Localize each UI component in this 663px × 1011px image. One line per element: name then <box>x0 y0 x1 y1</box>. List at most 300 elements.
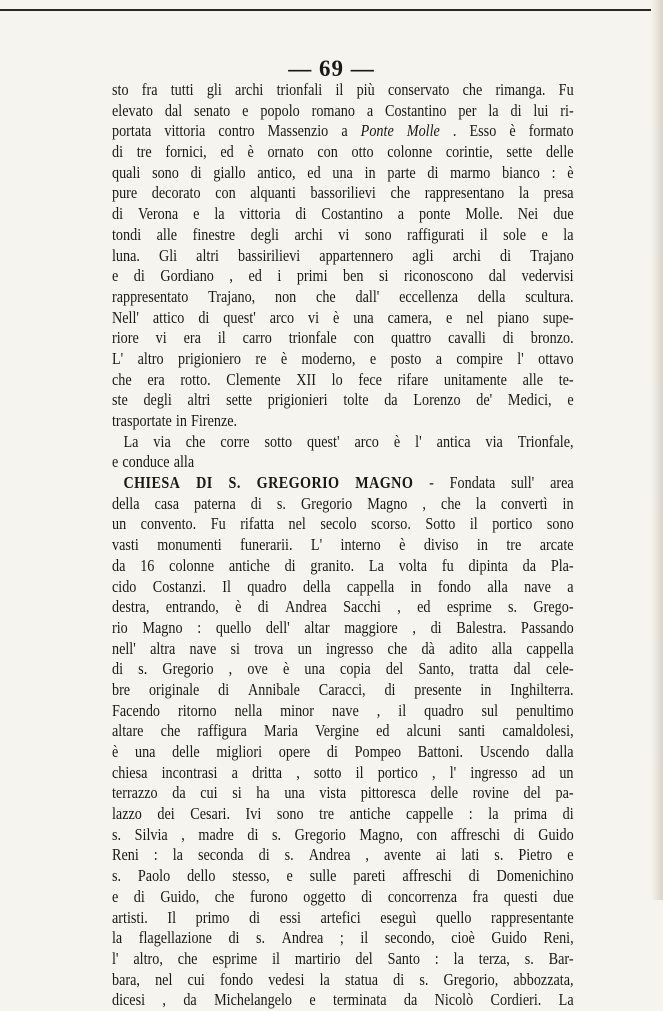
word: che <box>462 80 483 99</box>
word: Esso <box>469 121 497 141</box>
word: Trajano <box>530 245 574 265</box>
word: decorato <box>151 183 201 203</box>
word: dà <box>421 638 435 658</box>
word: la <box>112 928 123 948</box>
word: una <box>134 742 156 761</box>
word: ai <box>435 845 447 865</box>
word: Cesari. <box>190 804 231 824</box>
word: nave <box>331 700 359 720</box>
word: a <box>397 204 405 224</box>
word: Sotto <box>425 514 456 534</box>
word: interno <box>340 535 381 555</box>
text-line <box>112 432 574 453</box>
word: per <box>458 100 477 120</box>
word: sono <box>276 804 304 824</box>
word: Firenze. <box>191 411 238 430</box>
text-line <box>112 639 574 660</box>
word: ed <box>417 597 431 617</box>
word: è <box>509 121 516 141</box>
word: , <box>365 845 369 865</box>
word: Silvia <box>134 824 168 844</box>
word: : <box>551 162 556 182</box>
word: la <box>488 804 499 824</box>
word: archi <box>294 224 323 244</box>
word: statua <box>344 969 379 989</box>
word: bara, <box>112 969 140 989</box>
word: bassorilievi <box>310 183 376 203</box>
word: convento. <box>140 514 197 534</box>
word: archi <box>452 245 481 265</box>
word: Pietro <box>518 845 553 865</box>
word: volta <box>398 555 428 575</box>
word: di <box>112 204 124 224</box>
text-line <box>112 121 574 142</box>
word: Fondata <box>449 473 496 493</box>
word: lazzo <box>112 804 142 824</box>
word: , <box>296 762 300 782</box>
word: te- <box>558 369 574 389</box>
word: che <box>112 369 132 389</box>
word: Maria <box>264 721 298 741</box>
word: cavalli <box>448 328 486 348</box>
word: altri <box>187 390 211 410</box>
word: vi <box>338 224 350 244</box>
word: Fu <box>210 514 226 534</box>
word: è <box>280 348 288 368</box>
word: avente <box>383 845 421 865</box>
word: granito. <box>310 555 355 575</box>
word: abbozzata, <box>513 969 574 989</box>
word: incontrasi <box>161 762 218 782</box>
word: : <box>197 617 202 637</box>
word: di <box>562 804 574 824</box>
word: rio <box>112 617 128 637</box>
word: e <box>369 348 377 368</box>
word: dei <box>157 804 175 824</box>
word: sette <box>506 142 533 162</box>
text-line <box>112 411 574 432</box>
word: esprime <box>446 597 492 617</box>
word: portata <box>112 121 152 141</box>
word: Pla- <box>550 555 574 575</box>
word: s. <box>138 659 148 679</box>
word: Medici, <box>507 390 552 410</box>
word: finestre <box>192 224 236 244</box>
word: adito <box>449 638 478 658</box>
word: originale <box>148 679 200 699</box>
word: corre <box>220 431 250 451</box>
word: di <box>112 659 124 679</box>
word: presa <box>543 183 574 203</box>
word: eseguì <box>380 907 417 927</box>
text-line <box>112 804 574 825</box>
word: nell' <box>112 638 136 658</box>
word: Gregorio <box>162 659 214 679</box>
word: flagellazione <box>138 928 212 948</box>
word: elevato <box>112 100 153 120</box>
text-line <box>112 721 574 742</box>
word: di <box>430 617 442 637</box>
word: fra <box>141 80 158 99</box>
word: s. <box>284 845 294 865</box>
word: cioè <box>451 928 475 948</box>
word: stesso, <box>232 866 270 886</box>
word: , <box>228 659 233 679</box>
word: vedervisi <box>521 266 574 286</box>
word: che <box>214 886 235 906</box>
word: sotto <box>313 762 342 782</box>
word: bassirilievi <box>238 245 301 265</box>
word: Nei <box>517 204 539 224</box>
word: s. <box>272 824 282 844</box>
word: via <box>153 431 171 451</box>
word: da <box>183 990 197 1010</box>
word: è <box>333 307 340 327</box>
word: antica <box>436 431 471 451</box>
word: ri- <box>560 100 574 120</box>
word: trionfale <box>288 328 337 348</box>
word: Uscendo <box>479 742 530 761</box>
word: arcate <box>539 535 574 555</box>
word: la <box>214 204 225 224</box>
body-text <box>112 80 574 1011</box>
word: tondi <box>112 224 142 244</box>
word: riconoscono <box>403 266 474 286</box>
word: , <box>376 700 381 720</box>
word: una <box>332 162 353 182</box>
word: di <box>218 679 230 699</box>
word: Caracci, <box>318 679 366 699</box>
word: Gregorio <box>301 493 353 513</box>
word: altro <box>137 348 164 368</box>
word: un <box>112 514 127 534</box>
word: con <box>215 183 236 203</box>
word: secondo, <box>384 928 435 948</box>
word: unitamente <box>443 369 507 389</box>
word: antiche <box>228 555 270 575</box>
text-line <box>112 494 574 515</box>
word: la <box>563 224 574 244</box>
word: trova <box>254 638 284 658</box>
word: CHIESA <box>123 473 181 493</box>
word: concorrenza <box>387 886 458 906</box>
word: riore <box>112 328 139 348</box>
word: l' <box>449 762 457 782</box>
word: la <box>518 183 530 203</box>
word: quest' <box>223 307 256 327</box>
word: l' <box>517 348 524 368</box>
word: delle <box>430 783 459 803</box>
word: Reni <box>112 845 139 865</box>
word: Gordiano <box>160 266 214 286</box>
word: e <box>567 390 574 410</box>
word: il <box>272 948 280 968</box>
word: sette <box>226 390 253 410</box>
word: alquanti <box>250 183 296 203</box>
word: di <box>468 866 480 886</box>
word: Molle. <box>465 204 503 224</box>
word: cui <box>200 783 218 803</box>
text-line <box>112 225 574 246</box>
word: La <box>558 990 574 1010</box>
word: Sacchi <box>343 597 381 617</box>
word: archi <box>235 80 264 99</box>
word: Andrea <box>281 928 324 948</box>
word: il <box>479 224 488 244</box>
word: colonne <box>387 142 433 162</box>
word: fra <box>472 886 489 906</box>
word: opere <box>278 742 311 761</box>
text-line <box>112 328 574 349</box>
word: di <box>247 824 259 844</box>
word: luna. <box>112 245 140 265</box>
word: in <box>562 493 574 513</box>
word: conservato <box>387 80 450 99</box>
word: in <box>410 576 422 596</box>
word: di <box>133 266 145 286</box>
word: quello <box>436 907 472 927</box>
text-line <box>112 783 574 804</box>
word: Balestra. <box>456 617 507 637</box>
word: sulle <box>309 866 337 886</box>
word: delle <box>172 742 200 761</box>
word: vittoria <box>239 204 281 224</box>
word: giallo <box>213 162 246 182</box>
text-line <box>112 308 574 329</box>
word: ; <box>339 928 344 948</box>
word: della <box>112 493 140 513</box>
word: Reni, <box>543 928 574 948</box>
word: 16 <box>140 555 155 575</box>
word: s. <box>524 948 534 968</box>
word: di <box>500 245 512 265</box>
word: gli <box>206 80 222 99</box>
word: cappella <box>526 638 574 658</box>
word: Battoni. <box>417 742 464 761</box>
word: tre <box>136 142 152 162</box>
word: e <box>242 100 249 120</box>
word: formato <box>528 121 574 141</box>
word: vittoria <box>164 121 206 141</box>
text-line <box>112 266 574 287</box>
word: XII <box>296 369 316 389</box>
word: Costantino <box>385 100 447 120</box>
word: un <box>297 638 312 658</box>
word: Santo <box>387 948 420 968</box>
word: e <box>112 266 119 286</box>
text-line <box>112 618 574 639</box>
word: di <box>510 100 522 120</box>
word: piano <box>497 307 530 327</box>
word: più <box>356 80 375 99</box>
word: : <box>153 845 158 865</box>
word: Ivi <box>245 804 262 824</box>
word: ben <box>343 266 364 286</box>
word: nave <box>524 576 551 596</box>
word: tre <box>319 804 335 824</box>
word: Michelangelo <box>214 990 292 1010</box>
word: due <box>553 204 574 224</box>
word: Guido, <box>160 886 200 906</box>
word: di <box>198 307 210 327</box>
word: una <box>353 307 374 327</box>
word: , <box>397 597 401 617</box>
word: Andrea <box>285 597 327 617</box>
word: secolo <box>320 514 357 534</box>
word: il <box>469 514 478 534</box>
word: ponte <box>418 204 451 224</box>
word: quello <box>215 617 252 637</box>
text-line <box>112 204 574 225</box>
word: e <box>446 307 453 327</box>
word: ed <box>220 142 234 162</box>
word: otto <box>351 142 374 162</box>
word: marmo <box>450 162 491 182</box>
word: di <box>190 162 202 182</box>
page-number: — 69 — <box>288 56 375 81</box>
word: della <box>303 576 331 596</box>
word: entrando, <box>165 597 219 617</box>
word: che <box>390 183 411 203</box>
text-line <box>112 556 574 577</box>
word: si <box>232 783 242 803</box>
word: con <box>353 328 375 348</box>
word: nel <box>466 307 484 327</box>
word: dal <box>513 659 531 679</box>
word: alle <box>522 369 544 389</box>
word: si <box>379 266 389 286</box>
text-line <box>112 742 574 763</box>
word: bianco <box>502 162 540 182</box>
word: Andrea <box>308 845 351 865</box>
word: Massenzio <box>267 121 329 141</box>
word: essi <box>279 907 301 927</box>
word: de' <box>476 390 493 410</box>
word: pareti <box>353 866 386 886</box>
text-line <box>112 246 574 267</box>
word: da <box>112 555 126 575</box>
word: Magno, <box>359 824 404 844</box>
word: era <box>183 328 201 348</box>
word: è <box>567 162 574 182</box>
word: contro <box>218 121 255 141</box>
text-line <box>112 908 574 929</box>
word: MAGNO <box>355 473 414 493</box>
word: tolte <box>343 390 369 410</box>
word: s. <box>112 824 122 844</box>
word: corintie, <box>445 142 493 162</box>
text-line <box>112 763 574 784</box>
word: dalla <box>546 742 574 761</box>
word: altri <box>196 245 219 265</box>
word: tratta <box>469 659 499 679</box>
word: ad <box>531 762 546 782</box>
text-line <box>112 183 574 204</box>
word: una <box>284 783 305 803</box>
word: s. <box>276 493 286 513</box>
text-line <box>112 701 574 722</box>
word: Guido <box>538 824 574 844</box>
word: Trionfale, <box>517 431 574 451</box>
text-line <box>112 349 574 370</box>
word: Costanzi. <box>152 576 206 596</box>
word: dello <box>187 866 216 886</box>
word: tre <box>506 535 522 555</box>
word: lui <box>533 100 549 120</box>
word: da <box>403 990 418 1010</box>
word: da <box>172 783 186 803</box>
word: di <box>250 493 262 513</box>
word: Il <box>167 907 177 927</box>
word: e <box>309 990 316 1010</box>
word: è <box>282 659 290 679</box>
word: posto <box>390 348 422 368</box>
word: primi <box>296 266 328 286</box>
word: , <box>229 266 233 286</box>
word: attico <box>152 307 185 327</box>
word: Il <box>222 576 231 596</box>
word: quadro <box>424 700 464 720</box>
word: degli <box>143 390 172 410</box>
word: quest' <box>307 431 340 451</box>
word: due <box>553 886 574 906</box>
word: alla <box>173 452 195 472</box>
word: e <box>112 452 119 472</box>
word: di <box>249 907 261 927</box>
word: arco <box>269 307 295 327</box>
word: madre <box>198 824 234 844</box>
word: del <box>523 783 541 803</box>
word: camera, <box>387 307 433 327</box>
word: in <box>480 679 492 699</box>
word: dell' <box>265 617 290 637</box>
word: affreschi <box>402 866 452 886</box>
word: bronzo. <box>530 328 574 348</box>
word: bre <box>112 679 131 699</box>
word: a <box>567 576 574 596</box>
word: e <box>567 845 574 865</box>
word: raffigura <box>197 721 247 741</box>
text-line <box>112 928 574 949</box>
word: vasti <box>112 535 139 555</box>
word: che <box>441 493 461 513</box>
word: Verona <box>137 204 179 224</box>
text-line <box>112 473 574 494</box>
word: in <box>175 411 187 430</box>
word: L' <box>310 535 323 555</box>
word: è <box>399 535 406 555</box>
word: di <box>326 742 338 761</box>
word: Vergine <box>315 721 359 741</box>
word: Paolo <box>137 866 171 886</box>
word: agli <box>412 245 434 265</box>
word: Facendo <box>112 700 161 720</box>
word: rappresentato <box>112 286 189 306</box>
word: di <box>258 845 270 865</box>
word: di <box>257 597 269 617</box>
word: terminata <box>332 990 387 1010</box>
word: rappresentano <box>424 183 505 203</box>
word: ha <box>256 783 270 803</box>
word: conduce <box>122 452 170 472</box>
word: è <box>112 742 119 761</box>
text-line <box>112 80 574 101</box>
word: in <box>476 535 488 555</box>
word: altar <box>304 617 330 637</box>
word: non <box>275 286 297 306</box>
word: e <box>112 886 119 906</box>
word: un <box>559 762 574 782</box>
